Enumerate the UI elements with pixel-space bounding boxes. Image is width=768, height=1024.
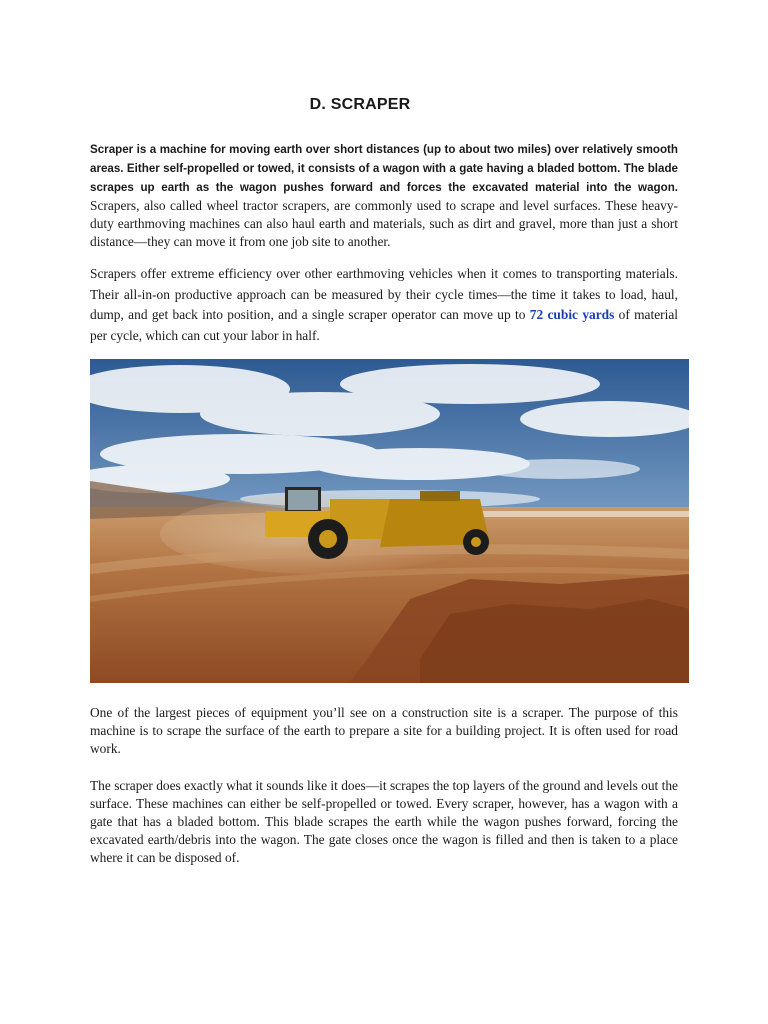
intro-lead-text: Scraper is a machine for moving earth over short distances (up to about two miles) over relatively smooth areas. Either self-propelled or towed, it consists of a wagon with a gate having a bladed bottom. The blade scrapes up earth as the wagon pushes forward and forces the excavated material into the wagon. [90,143,678,194]
efficiency-text-after: of material per cycle, which can cut your labor in half. [90,307,678,343]
scraper-photo [90,359,689,683]
cubic-yards-link[interactable]: 72 cubic yards [529,307,615,322]
intro-paragraph [90,140,678,251]
efficiency-paragraph [90,264,678,346]
efficiency-text-before: Scrapers offer extreme efficiency over other earthmoving vehicles when it comes to transporting materials. Their all-in-on productive approach can be measured by their cycle times—the time it takes to load, haul, dump, and get back into position, and a single scraper operator can move up to [90,266,678,322]
page-title: D. SCRAPER [309,96,411,113]
intro-rest-text: Scrapers, also called wheel tractor scrapers, are commonly used to scrape and level surfaces. These heavy-duty earthmoving machines can also haul earth and materials, such as dirt and gravel, more than just a short distance—they can move it from one job site to another. [90,198,678,249]
largest-equipment-paragraph: One of the largest pieces of equipment you’ll see on a construction site is a scraper. The purpose of this machine is to scrape the surface of the earth to prepare a site for a building project. It is often used for road work. [90,705,678,756]
scraper-function-paragraph: The scraper does exactly what it sounds like it does—it scrapes the top layers of the ground and levels out the surface. These machines can either be self-propelled or towed. Every scraper, however, has a wagon with a gate that has a bladed bottom. This blade scrapes the earth while the wagon pushes forward, forcing the excavated earth/debris into the wagon. The gate closes once the wagon is filled and then is taken to a place where it can be disposed of. [90,778,678,865]
